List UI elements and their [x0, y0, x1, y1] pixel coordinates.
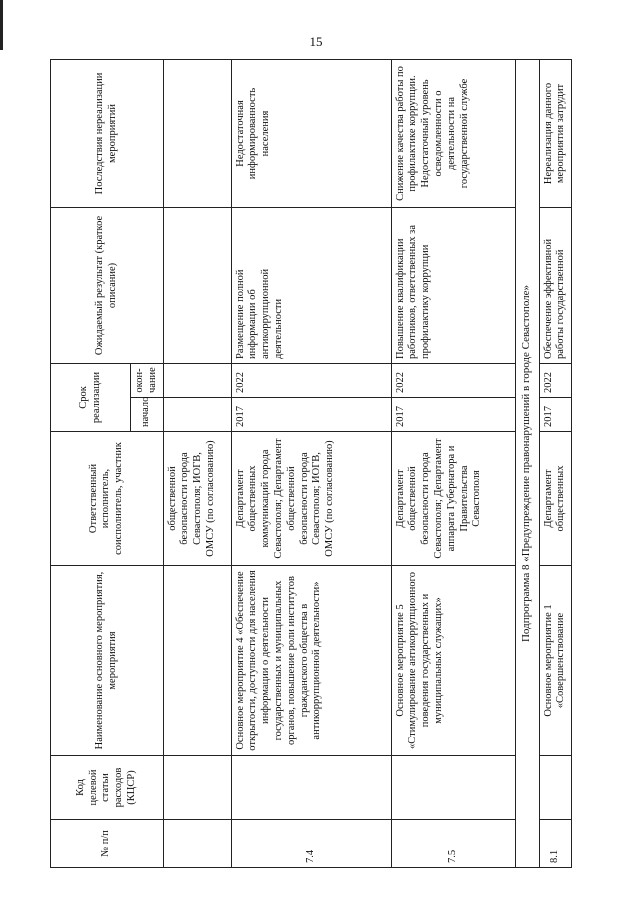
cell-name: Основное мероприятие 1 «Совершенствование: [539, 566, 572, 756]
cell-end: 2022: [231, 363, 391, 397]
rotated-table-container: [50, 60, 568, 868]
header-executor: Ответственный исполнитель, соисполнитель, участник: [51, 432, 164, 566]
measures-table: [50, 59, 572, 868]
header-term: Срок реализации: [51, 363, 131, 431]
header-code: Код целевой статьи расходов (КЦСР): [51, 756, 164, 820]
cell-name: Основное мероприятие 4 «Обеспечение открытости, доступности для населения информации о деятельности государственных и муниципальных органов, повышение роли институтов гражданского общества в антикоррупционной деятельности»: [231, 566, 391, 756]
table-row: [539, 59, 572, 867]
cell-num: 7.4: [231, 820, 391, 868]
cell-code: [539, 756, 572, 820]
cell-executor: общественной безопасности города Севастополя; ИОГВ, ОМСУ (по согласованию): [163, 432, 231, 566]
header-consequences: Последствия нереализации мероприятий: [51, 59, 164, 207]
page-number: 15: [309, 34, 323, 49]
cell-start: [163, 398, 231, 432]
table-row: [231, 59, 391, 867]
table-row: [391, 59, 515, 867]
cell-num: 7.5: [391, 820, 515, 868]
cell-result: Обеспечение эффективной работы государственной: [539, 207, 572, 363]
cell-start: 2017: [231, 398, 391, 432]
cell-executor: Департамент общественной безопасности города Севастополя; Департамент аппарата Губернатора и Правительства Севастополя: [391, 432, 515, 566]
cell-code: [163, 756, 231, 820]
table-row: [163, 59, 231, 867]
cell-start: 2017: [539, 398, 572, 432]
cell-result: [163, 207, 231, 363]
subprogram-title: Подпрограмма 8 «Предупреждение правонарушений в городе Севастополе»: [515, 59, 539, 867]
cell-code: [391, 756, 515, 820]
cell-executor: Департамент общественных: [539, 432, 572, 566]
cell-start: 2017: [391, 398, 515, 432]
cell-name: [163, 566, 231, 756]
cell-result: Повышение квалификации работников, ответственных за профилактику коррупции: [391, 207, 515, 363]
cell-end: 2022: [391, 363, 515, 397]
header-term-end: окон-чание: [131, 363, 164, 397]
header-term-start: начало: [131, 398, 164, 432]
cell-end: [163, 363, 231, 397]
header-num: № п/п: [51, 820, 164, 868]
cell-num: [163, 820, 231, 868]
cell-end: 2022: [539, 363, 572, 397]
cell-executor: Департамент общественных коммуникаций города Севастополя; Департамент общественной безопасности города Севастополя; ИОГВ, ОМСУ (по согласованию): [231, 432, 391, 566]
cell-consequences: Недостаточная информированность населения: [231, 59, 391, 207]
cell-code: [231, 756, 391, 820]
cell-consequences: Нереализация данного мероприятия затрудит: [539, 59, 572, 207]
cell-consequences: Снижение качества работы по профилактике коррупции. Недостаточный уровень осведомленности о деятельности на государственной службе: [391, 59, 515, 207]
header-row: [51, 59, 131, 867]
cell-result: Размещение полной информации об антикоррупционной деятельности: [231, 207, 391, 363]
header-result: Ожидаемый результат (краткое описание): [51, 207, 164, 363]
cell-num: 8.1: [539, 820, 572, 868]
cell-consequences: [163, 59, 231, 207]
header-name: Наименование основного мероприятия, мероприятия: [51, 566, 164, 756]
subprogram-row: [515, 59, 539, 867]
cell-name: Основное мероприятие 5 «Стимулирование антикоррупционного поведения государственных и муниципальных служащих»: [391, 566, 515, 756]
